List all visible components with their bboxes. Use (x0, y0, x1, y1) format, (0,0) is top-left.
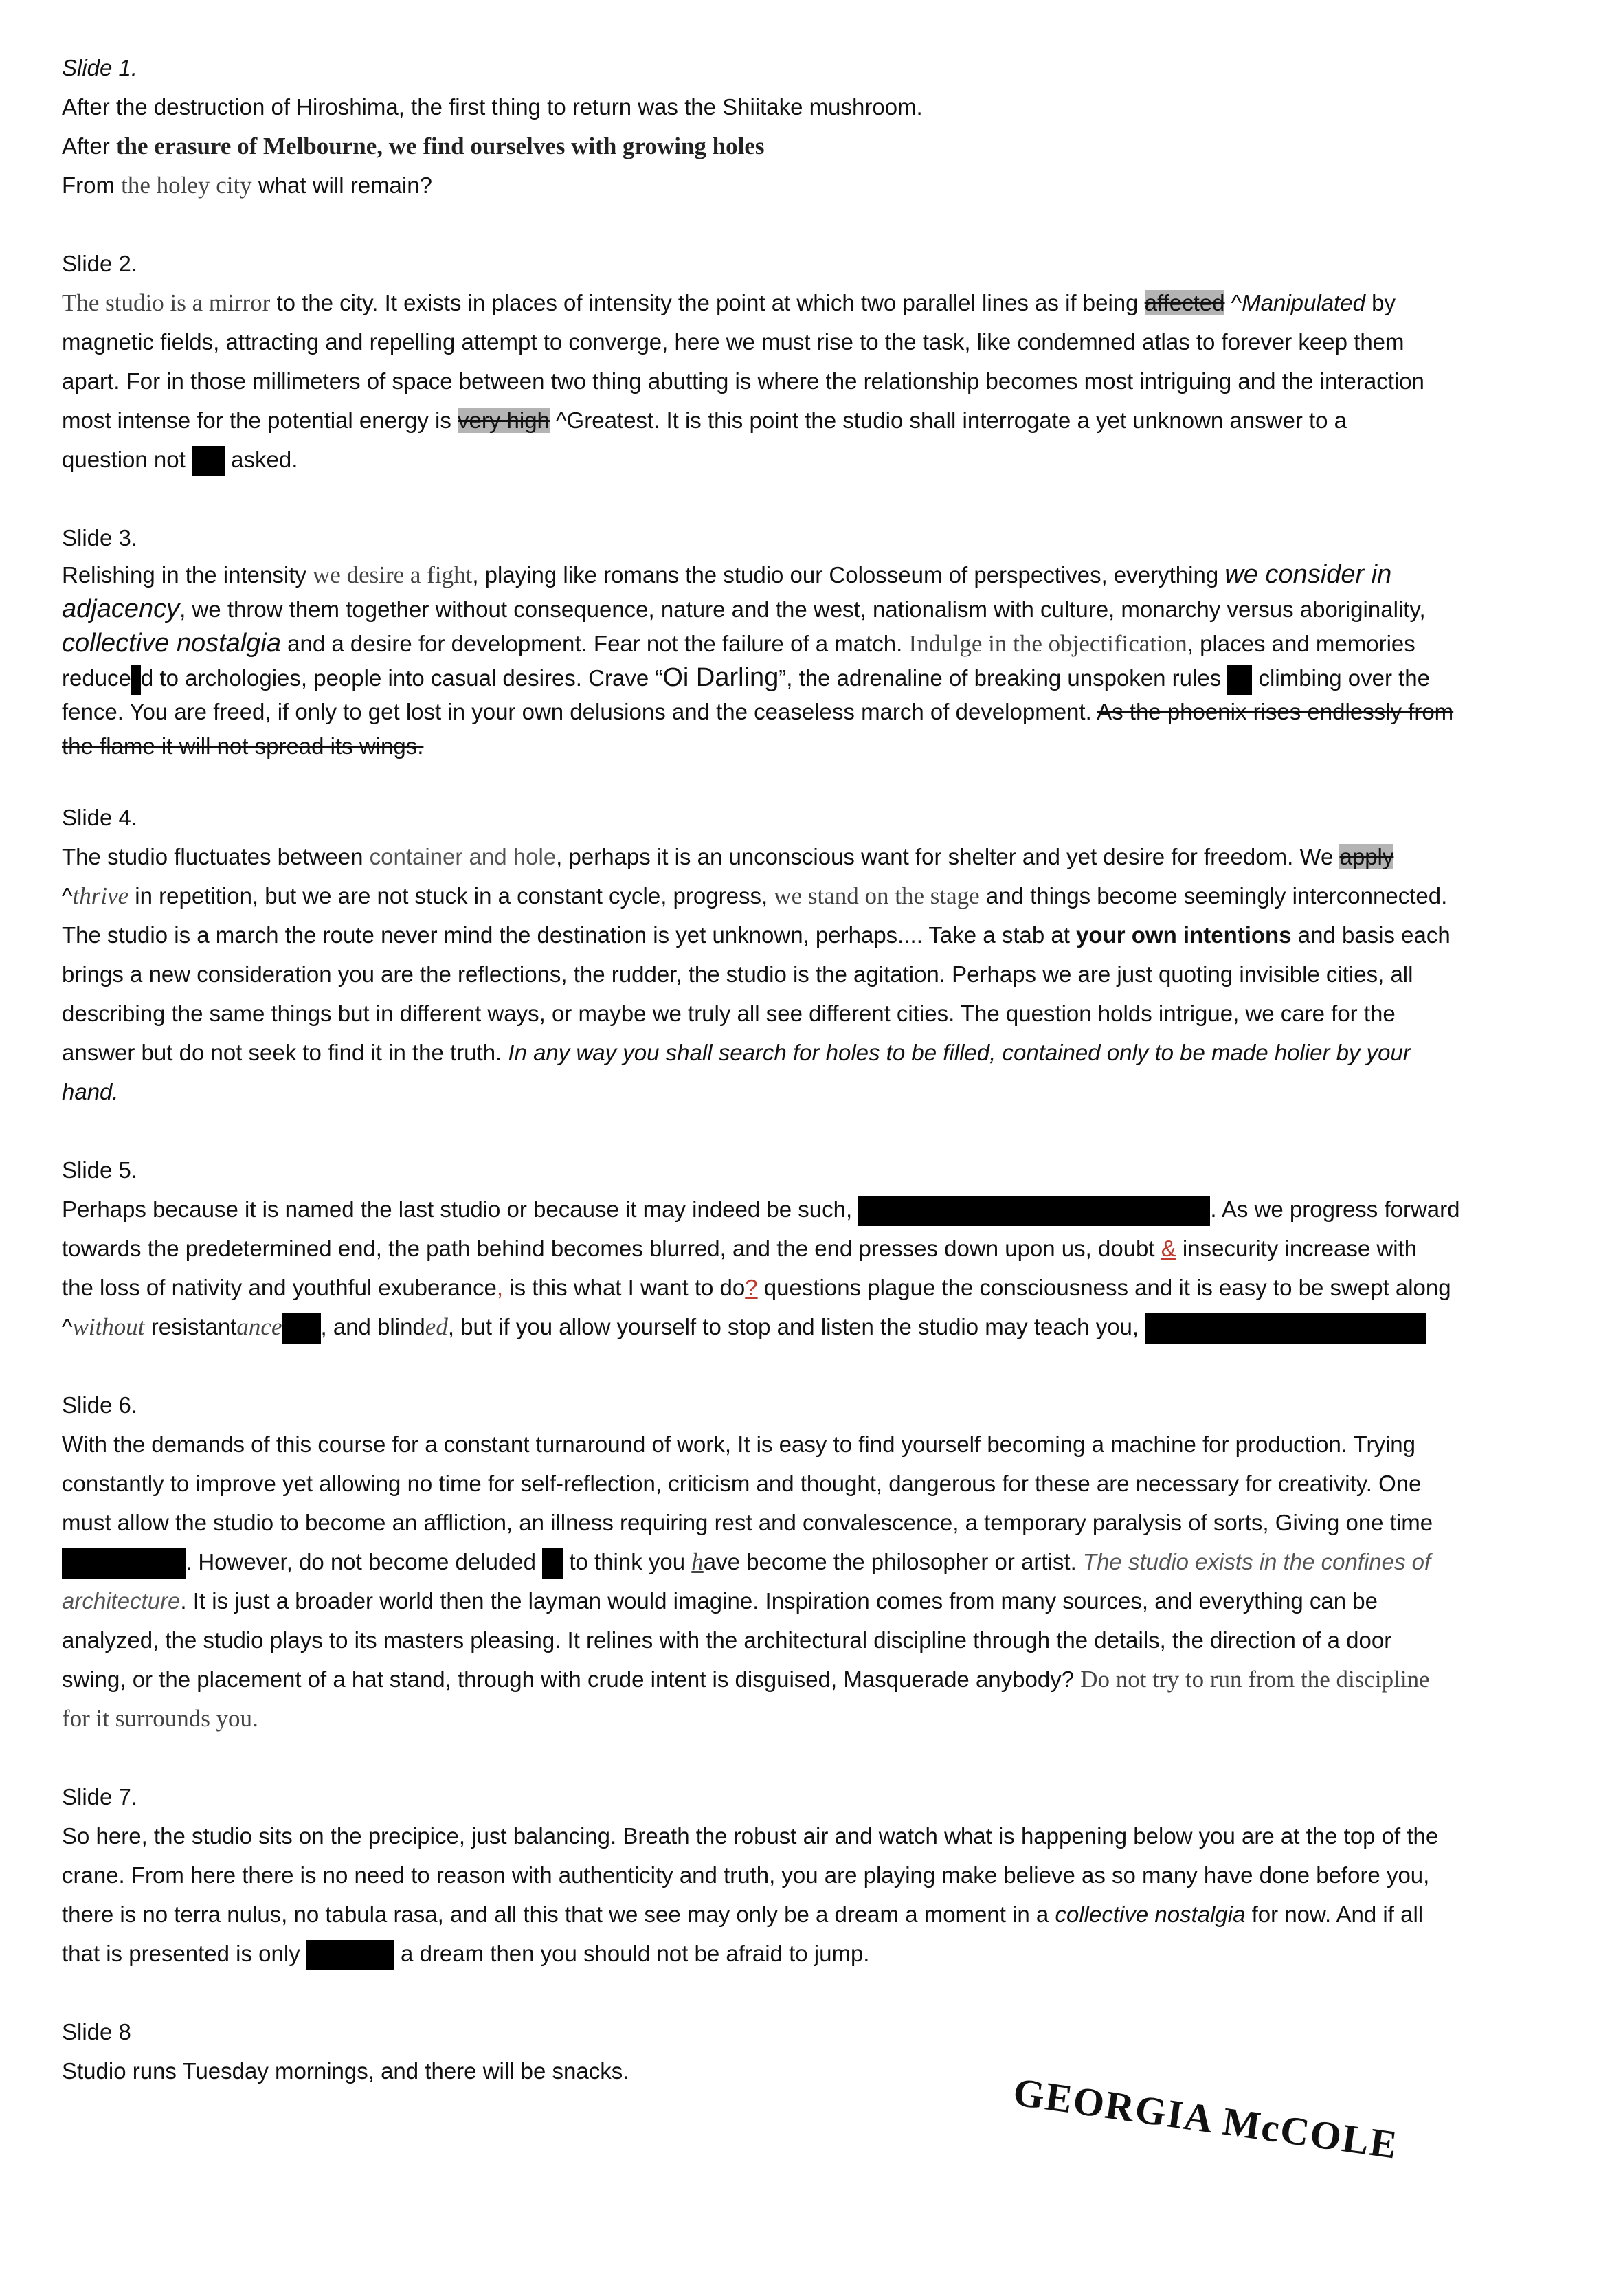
slide-5-line: towards the predetermined end, the path behind becomes blurred, and the end presses down upon us, doubt & insecurity increase with (62, 1236, 1418, 1261)
slide-6-line: for it surrounds you. (62, 1705, 258, 1732)
author-signature: GEORGIA McCOLE (1010, 2069, 1401, 2167)
slide-4-line: The studio is a march the route never mind the destination is yet unknown, perhaps.... Take a stab at your own intentions and basis each (62, 922, 1451, 948)
slide-7-heading: Slide 7. (62, 1784, 138, 1809)
slide-4-heading: Slide 4. (62, 805, 138, 830)
blank-line (62, 1346, 1574, 1385)
blank-line (62, 205, 1574, 244)
blank-line (62, 1111, 1574, 1150)
slide-7-line: there is no terra nulus, no tabula rasa, and all this that we see may only be a dream a moment in a collective nostalgia for now. And if all (62, 1902, 1424, 1927)
slide-1-line: After the erasure of Melbourne, we find ourselves with growing holes (62, 133, 765, 159)
redaction-bar (131, 665, 141, 695)
slide-3-line: adjacency, we throw them together without consequence, nature and the west, nationalism with culture, monarchy versus aboriginality, (62, 594, 1426, 623)
slide-6-line: must allow the studio to become an affliction, an illness requiring rest and convalescence, a temporary paralysis of sorts, Giving one time (62, 1510, 1433, 1535)
slide-1-heading: Slide 1. (62, 55, 138, 80)
redaction-bar (192, 446, 225, 476)
blank-line (62, 479, 1574, 518)
slide-2-line: apart. For in those millimeters of space between two thing abutting is where the relationship becomes most intriguing and the interaction (62, 368, 1424, 394)
slide-5-heading: Slide 5. (62, 1157, 138, 1183)
redaction-bar (62, 1548, 186, 1579)
slide-2-heading: Slide 2. (62, 251, 138, 276)
slide-2-line: The studio is a mirror to the city. It exists in places of intensity the point at which two parallel lines as if being affected ^Manipulated by (62, 289, 1396, 316)
slide-4-line: ^thrive in repetition, but we are not stuck in a constant cycle, progress, we stand on the stage and things become seemingly interconnected. (62, 882, 1448, 909)
slide-3-heading: Slide 3. (62, 525, 138, 550)
blank-line (62, 764, 1574, 798)
blank-line (62, 1738, 1574, 1777)
slide-2-line: question not asked. (62, 440, 1574, 479)
slide-1-line: From the holey city what will remain? (62, 172, 432, 199)
redaction-bar (1227, 665, 1252, 695)
slide-4-line: hand. (62, 1079, 119, 1104)
slide-4-line: describing the same things but in different ways, or maybe we truly all see different cities. The question holds intrigue, we care for the (62, 1001, 1396, 1026)
slide-2-line: magnetic fields, attracting and repelling attempt to converge, here we must rise to the task, like condemned atlas to forever keep them (62, 329, 1404, 355)
slide-2-line: most intense for the potential energy is very high ^Greatest. It is this point the studio shall interrogate a yet unknown answer to a (62, 408, 1347, 433)
redaction-bar (282, 1313, 321, 1344)
slide-6-line: . However, do not become deluded to think you have become the philosopher or artist. The studio exists in the confines of (62, 1542, 1574, 1581)
slide-3-line: Relishing in the intensity we desire a fight, playing like romans the studio our Colosseum of perspectives, everything we consider in (62, 560, 1392, 589)
slide-5-line: the loss of nativity and youthful exuberance, is this what I want to do? questions plague the consciousness and it is easy to be swept along (62, 1275, 1451, 1300)
slide-5-line: ^without resistantance , and blinded, but if you allow yourself to stop and listen the studio may teach you, (62, 1307, 1574, 1346)
slide-8-heading: Slide 8 (62, 2019, 131, 2044)
slide-6-line: constantly to improve yet allowing no time for self-reflection, criticism and thought, dangerous for these are necessary for creativity. One (62, 1471, 1422, 1496)
slide-6-line: swing, or the placement of a hat stand, through with crude intent is disguised, Masquerade anybody? Do not try to run from the discipline (62, 1666, 1430, 1693)
slide-7-line: So here, the studio sits on the precipice, just balancing. Breath the robust air and watch what is happening below you are at the top of the (62, 1823, 1439, 1849)
slide-6-line: With the demands of this course for a constant turnaround of work, It is easy to find yourself becoming a machine for production. Trying (62, 1431, 1415, 1457)
redaction-bar (542, 1548, 563, 1579)
slide-7-line: that is presented is only a dream then you should not be afraid to jump. (62, 1934, 1574, 1973)
slide-3-line: collective nostalgia and a desire for development. Fear not the failure of a match. Indulge in the objectification, places and memories (62, 629, 1415, 658)
slide-5-line: Perhaps because it is named the last studio or because it may indeed be such, . As we progress forward (62, 1190, 1574, 1229)
slide-4-line: brings a new consideration you are the reflections, the rudder, the studio is the agitation. Perhaps we are just quoting invisible cities, all (62, 961, 1413, 987)
blank-line (62, 1973, 1574, 2012)
slide-3-line: fence. You are freed, if only to get lost in your own delusions and the ceaseless march of development. As the phoenix rises endlessly from (62, 699, 1454, 724)
redaction-bar (858, 1196, 1210, 1226)
slide-6-line: analyzed, the studio plays to its masters pleasing. It relines with the architectural discipline through the details, the direction of a door (62, 1627, 1392, 1653)
slide-6-heading: Slide 6. (62, 1392, 138, 1418)
slide-3-line: the flame it will not spread its wings. (62, 733, 424, 759)
slide-3-line: reduce d to archologies, people into casual desires. Crave “Oi Darling”, the adrenaline of breaking unspoken rules climbing over the (62, 660, 1574, 695)
document-body (62, 48, 1574, 2091)
slide-6-line: architecture. It is just a broader world then the layman would imagine. Inspiration comes from many sources, and everything can be (62, 1588, 1378, 1614)
slide-4-line: The studio fluctuates between container and hole, perhaps it is an unconscious want for shelter and yet desire for freedom. We apply (62, 844, 1394, 869)
redaction-bar (1145, 1313, 1426, 1344)
redaction-bar (306, 1940, 394, 1970)
slide-4-line: answer but do not seek to find it in the truth. In any way you shall search for holes to be filled, contained only to be made holier by your (62, 1040, 1411, 1065)
slide-1-line: After the destruction of Hiroshima, the first thing to return was the Shiitake mushroom. (62, 94, 923, 120)
slide-8-line: Studio runs Tuesday mornings, and there will be snacks. (62, 2058, 629, 2084)
slide-7-line: crane. From here there is no need to reason with authenticity and truth, you are playing make believe as so many have done before you, (62, 1862, 1430, 1888)
